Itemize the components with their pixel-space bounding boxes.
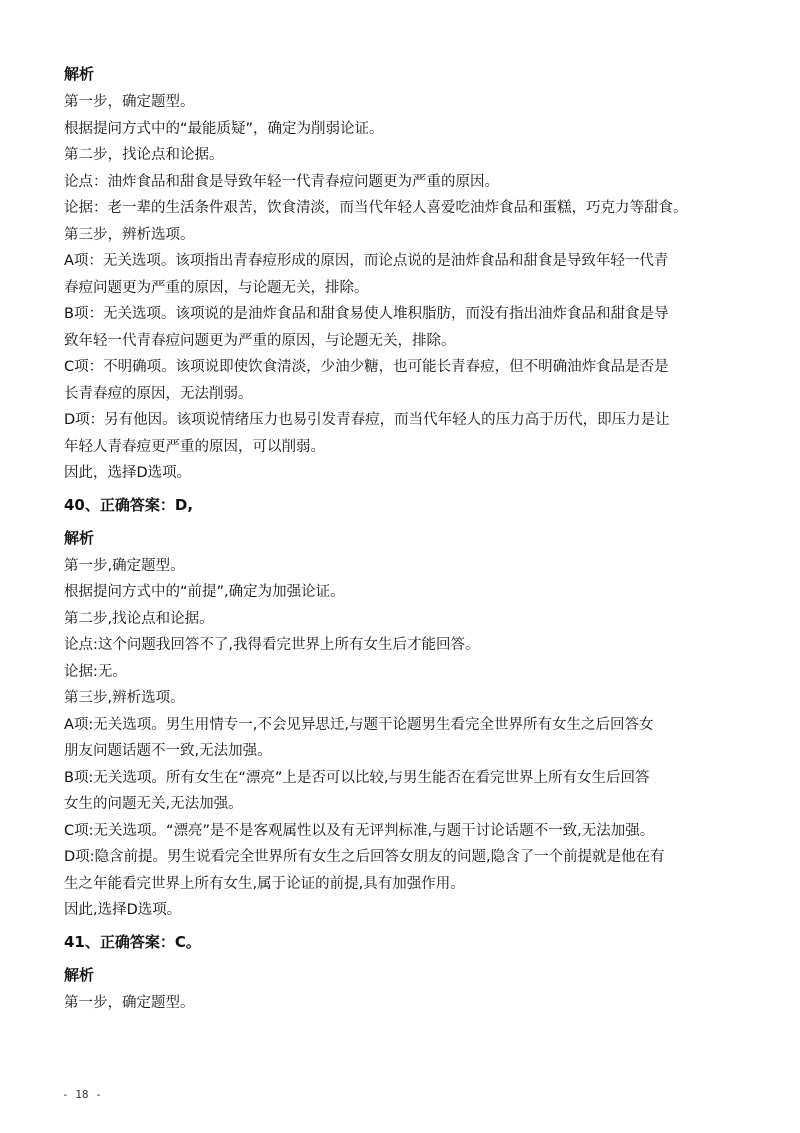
answer-heading-41: 41、正确答案：C。: [64, 932, 201, 951]
text-line: 根据提问方式中的“前提”,确定为加强论证。: [64, 584, 345, 600]
text-line: A项:无关选项。男生用情专一,不会见异思迁,与题干论题男生看完全世界所有女生之后回答女: [64, 716, 654, 733]
text-line: 长青春痘的原因，无法削弱。: [64, 385, 253, 402]
text-line: B项：无关选项。该项说的是油炸食品和甜食易使人堆积脂肪，而没有指出油炸食品和甜食是导: [64, 306, 669, 322]
analysis-body-39: [64, 89, 754, 487]
text-line: 生之年能看完世界上所有女生,属于论证的前提,具有加强作用。: [64, 875, 465, 892]
text-line: 因此,选择D选项。: [64, 902, 182, 918]
analysis-heading: 解析: [64, 65, 95, 83]
answer-heading-40: 40、正确答案：D,: [64, 495, 194, 514]
text-line: 论据：老一辈的生活条件艰苦，饮食清淡，而当代年轻人喜爱吃油炸食品和蛋糕，巧克力等甜食。: [64, 200, 688, 216]
analysis-heading: 解析: [64, 965, 95, 984]
text-line: 第一步,确定题型。: [64, 557, 185, 574]
text-line: 第一步，确定题型。: [64, 994, 195, 1011]
text-line: 论据:无。: [64, 663, 127, 680]
text-line: 第二步,找论点和论据。: [64, 610, 214, 627]
text-line: 第一步，确定题型。: [64, 94, 195, 110]
text-line: A项：无关选项。该项指出青春痘形成的原因，而论点说的是油炸食品和甜食是导致年轻一代青: [64, 253, 669, 269]
text-line: 因此，选择D选项。: [64, 465, 192, 481]
analysis-body-40: [64, 553, 754, 924]
text-line: 春痘问题更为严重的原因，与论题无关，排除。: [64, 279, 369, 296]
text-line: 第二步，找论点和论据。: [64, 147, 224, 163]
text-line: 致年轻一代青春痘问题更为严重的原因，与论题无关，排除。: [64, 332, 456, 349]
text-line: B项:无关选项。所有女生在“漂亮”上是否可以比较,与男生能否在看完世界上所有女生后回答: [64, 769, 650, 786]
page-number: - 18 -: [62, 1088, 102, 1101]
text-line: C项：不明确项。该项说即使饮食清淡，少油少糖，也可能长青春痘，但不明确油炸食品是否是: [64, 359, 669, 375]
text-line: 年轻人青春痘更严重的原因，可以削弱。: [64, 438, 325, 455]
analysis-body-41: [64, 990, 754, 1017]
text-line: 根据提问方式中的“最能质疑”，确定为削弱论证。: [64, 120, 384, 137]
text-line: C项:无关选项。“漂亮”是不是客观属性以及有无评判标准,与题干讨论话题不一致,无法加强。: [64, 822, 655, 839]
text-line: 论点:这个问题我回答不了,我得看完世界上所有女生后才能回答。: [64, 637, 480, 653]
text-line: 第三步,辨析选项。: [64, 690, 185, 706]
text-line: D项:隐含前提。男生说看完全世界所有女生之后回答女朋友的问题,隐含了一个前提就是他在有: [64, 849, 665, 865]
text-line: 论点：油炸食品和甜食是导致年轻一代青春痘问题更为严重的原因。: [64, 173, 499, 190]
text-line: D项：另有他因。该项说情绪压力也易引发青春痘，而当代年轻人的压力高于历代，即压力是让: [64, 412, 670, 428]
text-line: 第三步，辨析选项。: [64, 226, 195, 243]
analysis-heading: 解析: [64, 528, 95, 547]
text-line: 女生的问题无关,无法加强。: [64, 796, 243, 812]
text-line: 朋友问题话题不一致,无法加强。: [64, 743, 272, 759]
document-page: [64, 56, 754, 1016]
